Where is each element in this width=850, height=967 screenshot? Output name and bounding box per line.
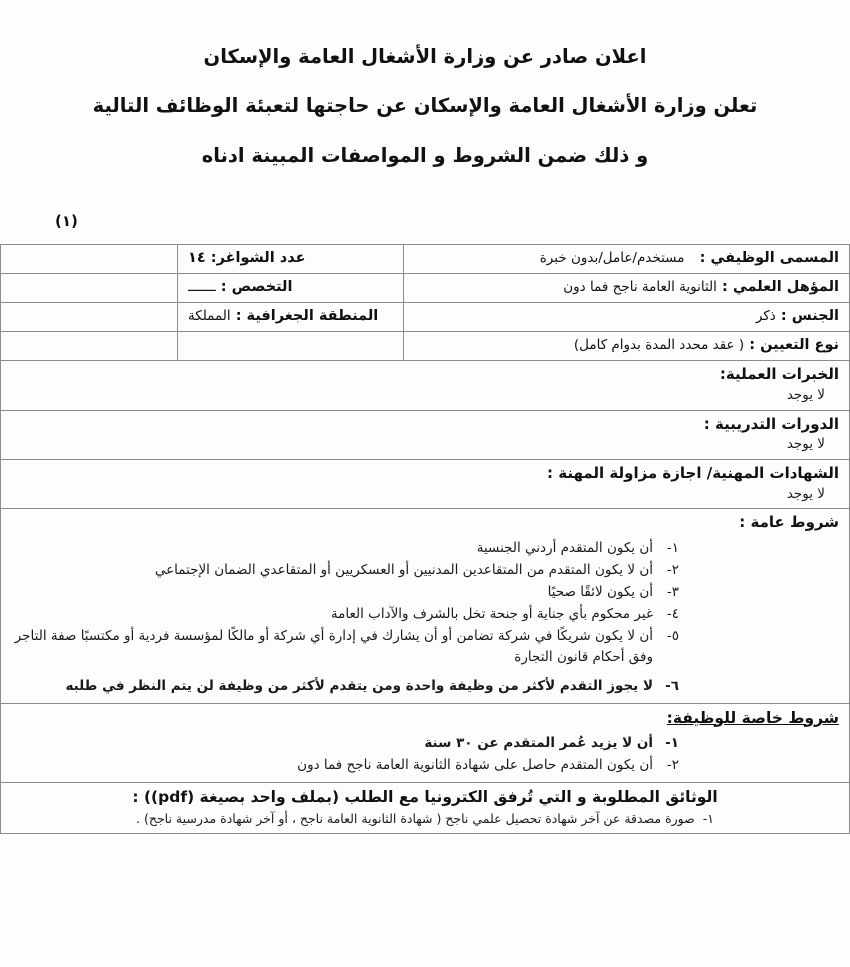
special-conditions-list <box>11 733 839 776</box>
qualification-value: الثانوية العامة ناجح فما دون <box>563 279 717 296</box>
header-title-line-3: و ذلك ضمن الشروط و المواصفات المبينة ادناه <box>201 143 649 167</box>
list-item-number: ٣- <box>666 583 679 600</box>
list-item-number: ١- <box>666 540 679 557</box>
courses-label: الدورات التدريبية : <box>703 414 839 433</box>
list-item-number: ٥- <box>666 627 679 644</box>
list-item-number: ٢- <box>666 561 679 578</box>
specialty-value: ـــــــ <box>188 279 216 296</box>
table-row-appointment-type <box>1 332 850 361</box>
documents-label: الوثائق المطلوبة و التي تُرفق الكترونيا مع الطلب (بملف واحد بصيغة (pdf)) : <box>132 787 718 806</box>
specialty-cell <box>178 274 404 303</box>
gender-cell <box>404 303 850 332</box>
job-title-value: مستخدم/عامل/بدون خبرة <box>539 250 685 267</box>
experience-value: لا يوجد <box>786 387 825 404</box>
row-gender-blank <box>1 303 178 332</box>
table-row-job-title <box>1 245 850 274</box>
list-item <box>11 538 679 559</box>
appointment-type-cell <box>404 332 850 361</box>
special-conditions-label: شروط خاصة للوظيفة: <box>666 708 839 727</box>
appointment-type-label: نوع التعيين : <box>749 337 839 354</box>
list-item-text: أن لا يكون المتقدم من المتقاعدين المدنيين أو العسكريين أو المتقاعدي الضمان الإجتماعي <box>154 561 653 578</box>
list-item-text: أن لا يكون شريكًا في شركة تضامن أو أن يشارك في إدارة أي شركة أو مالكًا لمؤسسة فردية أو مكتسبًا صفة التاجر وفق أحكام قانون التجارة <box>14 627 653 665</box>
certificates-label: الشهادات المهنية/ اجازة مزاولة المهنة : <box>547 464 839 482</box>
list-item-text: أن لا يزيد عُمر المتقدم عن ٣٠ سنة <box>424 734 653 751</box>
header-title-line-1: اعلان صادر عن وزارة الأشغال العامة والإسكان <box>203 45 647 68</box>
gender-value: ذكر <box>755 308 776 325</box>
list-item <box>11 604 774 625</box>
table-row-courses <box>1 410 850 459</box>
documents-item <box>11 810 839 829</box>
list-item-number: ١- <box>665 734 679 751</box>
table-row-certificates <box>1 460 850 509</box>
vacancies-value: ١٤ <box>188 250 206 267</box>
table-row-experience <box>1 361 850 410</box>
table-row-general-conditions <box>1 509 850 703</box>
appointment-blank-mid <box>178 332 404 361</box>
list-item-text: لا يجوز التقدم لأكثر من وظيفة واحدة ومن يتقدم لأكثر من وظيفة لن يتم النظر في طلبه <box>65 677 653 694</box>
region-label: المنطقة الجغرافية : <box>235 308 379 325</box>
job-title-cell <box>404 245 850 274</box>
list-item <box>11 676 679 697</box>
documents-item-number: ١- <box>702 811 714 827</box>
general-conditions-list <box>11 538 839 696</box>
general-conditions-label: شروط عامة : <box>739 513 839 532</box>
vacancies-cell <box>178 245 404 274</box>
list-item <box>11 582 679 603</box>
table-row-documents <box>1 782 850 833</box>
page-number-marker <box>0 212 850 230</box>
list-item-text: أن يكون لائقًا صحيًا <box>547 583 653 600</box>
general-conditions-cell <box>1 509 850 703</box>
list-item <box>11 733 679 754</box>
qualification-label: المؤهل العلمي : <box>721 279 839 296</box>
list-item-text: أن يكون المتقدم أردني الجنسية <box>476 540 653 557</box>
courses-cell <box>1 410 850 459</box>
documents-cell <box>1 782 850 833</box>
region-value: المملكة <box>188 308 231 325</box>
list-item-number: ٢- <box>666 756 679 773</box>
page-number-value: (١) <box>55 212 78 231</box>
list-item-text: أن يكون المتقدم حاصل على شهادة الثانوية العامة ناجح فما دون <box>297 756 653 773</box>
header-title-line-2: تعلن وزارة الأشغال العامة والإسكان عن حاجتها لتعبئة الوظائف التالية <box>92 94 758 118</box>
table-row-qualification <box>1 274 850 303</box>
specialty-label: التخصص : <box>220 279 293 296</box>
row-qualification-blank <box>1 274 178 303</box>
list-item <box>11 626 827 668</box>
region-cell <box>178 303 404 332</box>
list-item-text: غير محكوم بأي جناية أو جنحة تخل بالشرف والآداب العامة <box>330 605 653 622</box>
appointment-type-value: ( عقد محدد المدة بدوام كامل) <box>573 337 745 354</box>
courses-value: لا يوجد <box>786 436 825 453</box>
job-title-label: المسمى الوظيفي : <box>699 250 839 267</box>
list-item <box>11 755 714 776</box>
gender-label: الجنس : <box>780 308 839 325</box>
qualification-cell <box>404 274 850 303</box>
table-row-special-conditions <box>1 703 850 782</box>
table-row-gender <box>1 303 850 332</box>
experience-label: الخبرات العملية: <box>719 365 839 384</box>
appointment-blank-left <box>1 332 178 361</box>
announcement-header <box>0 0 850 166</box>
special-conditions-cell <box>1 703 850 782</box>
list-item <box>11 560 839 581</box>
row-job-title-blank <box>1 245 178 274</box>
documents-item-text: صورة مصدقة عن آخر شهادة تحصيل علمي ناجح ( شهادة الثانوية العامة ناجح ، أو آخر شهادة مدرسية ناجح) . <box>136 811 695 827</box>
certificates-value: لا يوجد <box>786 485 825 502</box>
experience-cell <box>1 361 850 410</box>
vacancies-label: عدد الشواغر: <box>210 250 306 267</box>
certificates-cell <box>1 460 850 509</box>
list-item-number: ٦- <box>665 677 679 694</box>
list-item-number: ٤- <box>666 605 679 622</box>
job-announcement-table <box>0 244 850 834</box>
